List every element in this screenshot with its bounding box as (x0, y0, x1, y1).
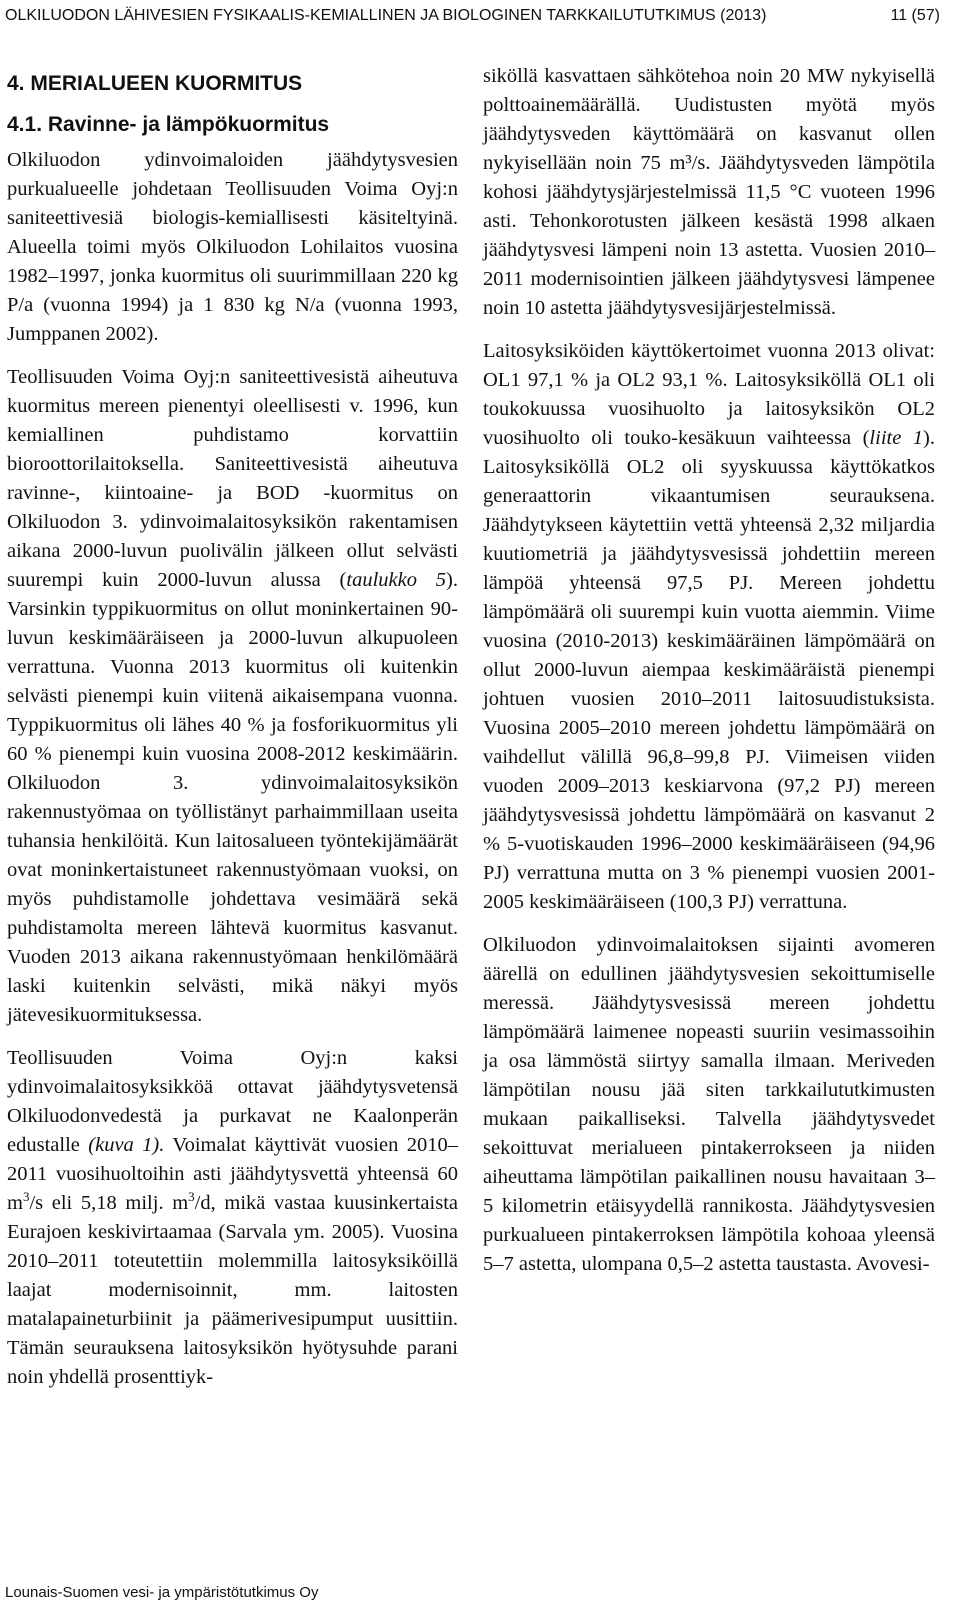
paragraph (7, 363, 458, 1030)
text-run: Laitosyksiköiden käyttökertoimet vuonna 2013 olivat: OL1 97,1 % ja OL2 93,1 %. Laitosyksiköllä OL1 oli toukokuussa vuosihuolto ja laitosyksikön OL2 vuosihuolto oli touko-kesäkuun vaihteessa ( (483, 340, 935, 449)
page-header (5, 6, 955, 28)
superscript: 3 (22, 1189, 30, 1205)
paragraph: Olkiluodon ydinvoimalaitoksen sijainti avomeren äärellä on edullinen jäähdytysvesien sekoittumiselle meressä. Jäähdytysvesissä mereen johdettu lämpömäärä laimenee nopeasti suuriin vesimassoihin ja osa lämmöstä siirtyy samalla ilmaan. Meriveden lämpötilan nousu jää siten tarkkailututkimusten mukaan paikalliseksi. Talvella jäähdytysvedet sekoittuvat merialueen pintakerrokseen ja niiden aiheuttama lämpötilan paikallinen nousu havaitaan 3–5 kilometrin etäisyydellä rannikosta. Jäähdytysvesien purkualueen pintakerroksen lämpötila kohoaa yleensä 5–7 astetta, ulompana 0,5–2 astetta taustasta. Avovesi- (483, 934, 935, 1275)
report-title: OLKILUODON LÄHIVESIEN FYSIKAALIS-KEMIALLINEN JA BIOLOGINEN TARKKAILUTUTKIMUS (2013) (5, 7, 767, 24)
section-heading: 4. MERIALUEEN KUORMITUS (7, 72, 303, 95)
right-column (483, 62, 935, 1293)
page-footer: Lounais-Suomen vesi- ja ympäristötutkimus Oy (5, 1584, 319, 1601)
table-reference: taulukko 5 (346, 569, 447, 591)
text-run: ). Laitosyksiköllä OL2 oli syyskuussa käyttökatkos generaattorin vikaantumisen seurauksena. Jäähdytykseen käytettiin vettä yhteensä 2,32 miljardia kuutiometriä ja jäähdytysvesissä johdettiin mereen lämpöä yhteensä 97,5 PJ. Mereen johdettu lämpömäärä oli suurempi kuin vuotta aiemmin. Viime vuosina (2010-2013) keskimääräinen lämpömäärä on ollut 2000-luvun aiempaa keskimääräistä pienempi johtuen vuosien 2010–2011 laitosuudistuksista. Vuosina 2005–2010 mereen johdettu lämpömäärä on vaihdellut välillä 96,8–99,8 PJ. Viimeisen viiden vuoden 2009–2013 keskiarvona (97,2 PJ) mereen jäähdytysvesissä johdettu lämpömäärä on kasvanut 2 % 5-vuotiskauden 1996–2000 keskimääräiseen (94,96 PJ) verrattuna mutta on 3 % pienempi vuosien 2001-2005 keskimääräiseen (100,3 PJ) verrattuna. (483, 427, 935, 913)
paragraph (483, 337, 935, 917)
text-run: Teollisuuden Voima Oyj:n kaksi ydinvoimalaitosyksikköä ottavat jäähdytysvetensä Olkiluodonvedestä ja purkavat ne Kaalonperän edustalle (7, 1047, 458, 1156)
appendix-reference: liite 1 (869, 427, 924, 449)
figure-reference: (kuva 1). (88, 1134, 165, 1156)
page-number: 11 (57) (890, 7, 940, 24)
paragraph: siköllä kasvattaen sähkötehoa noin 20 MW nykyisellä polttoainemäärällä. Uudistusten myötä myös jäähdytysveden käyttömäärä on kasvanut ollen nykyisellään noin 75 m³/s. Jäähdytysveden lämpötila kohosi jäähdytysjärjestelmissä 11,5 °C vuoteen 1996 asti. Tehonkorotusten jälkeen kesästä 1998 alkaen jäähdytysvesi lämpeni noin 13 astetta. Vuosien 2010–2011 modernisointien jälkeen jäähdytysvesi lämpenee noin 10 astetta jäähdytysvesijärjestelmissä. (483, 65, 935, 319)
left-column (7, 62, 458, 1406)
text-run: Voimalat käyttivät vuosien 2010–2011 vuosihuoltoihin asti jäähdytysvettä yhteensä 60 m (7, 1134, 458, 1214)
subsection-heading: 4.1. Ravinne- ja lämpökuormitus (7, 113, 330, 136)
text-run: /d, mikä vastaa kuusinkertaista Eurajoen keskivirtaamaa (Sarvala ym. 2005). Vuosina 2010–2011 toteutettiin molemmilla laitosyksiköillä laajat modernisoinnit, mm. laitosten matalapaineturbiinit ja päämerivesipumput uusittiin. Tämän seurauksena laitosyksikön hyötysuhde parani noin yhdellä prosenttiyk- (7, 1192, 458, 1388)
text-run: Teollisuuden Voima Oyj:n saniteettivesistä aiheutuva kuormitus mereen pienentyi oleellisesti v. 1996, kun kemiallinen puhdistamo korvattiin bioroottorilaitoksella. Saniteettivesistä aiheutuva ravinne-, kiintoaine- ja BOD -kuormitus on Olkiluodon 3. ydinvoimalaitosyksikön rakentamisen aikana 2000-luvun puolivälin jälkeen ollut selvästi suurempi kuin 2000-luvun alussa ( (7, 366, 458, 591)
text-run: /s eli 5,18 milj. m (29, 1192, 189, 1214)
superscript: 3 (188, 1189, 195, 1205)
paragraph: Olkiluodon ydinvoimaloiden jäähdytysvesien purkualueelle johdetaan Teollisuuden Voima Oyj:n saniteettivesiä biologis-kemiallisesti käsiteltyinä. Alueella toimi myös Olkiluodon Lohilaitos vuosina 1982–1997, jonka kuormitus oli suurimmillaan 220 kg P/a (vuonna 1994) ja 1 830 kg N/a (vuonna 1993, Jumppanen 2002). (7, 149, 458, 345)
text-run: ). Varsinkin typpikuormitus on ollut moninkertainen 90-luvun keskimääräiseen ja 2000-luvun alkupuoleen verrattuna. Vuonna 2013 kuormitus oli kuitenkin selvästi pienempi kuin viitenä aikaisempana vuonna. Typpikuormitus oli lähes 40 % ja fosforikuormitus yli 60 % pienempi kuin vuosina 2008-2012 keskimäärin. Olkiluodon 3. ydinvoimalaitosyksikön rakennustyömaa on työllistänyt parhaimmillaan useita tuhansia henkilöitä. Kun laitosalueen työntekijämäärät ovat moninkertaistuneet rakennustyömaan vuoksi, on myös puhdistamolle johdettava vesimäärä sekä puhdistamolta mereen lähtevä kuormitus kasvanut. Vuoden 2013 aikana rakennustyömaan henkilömäärä laski kuitenkin selvästi, mikä näkyi myös jätevesikuormituksessa. (7, 569, 458, 1026)
paragraph (7, 1044, 458, 1392)
